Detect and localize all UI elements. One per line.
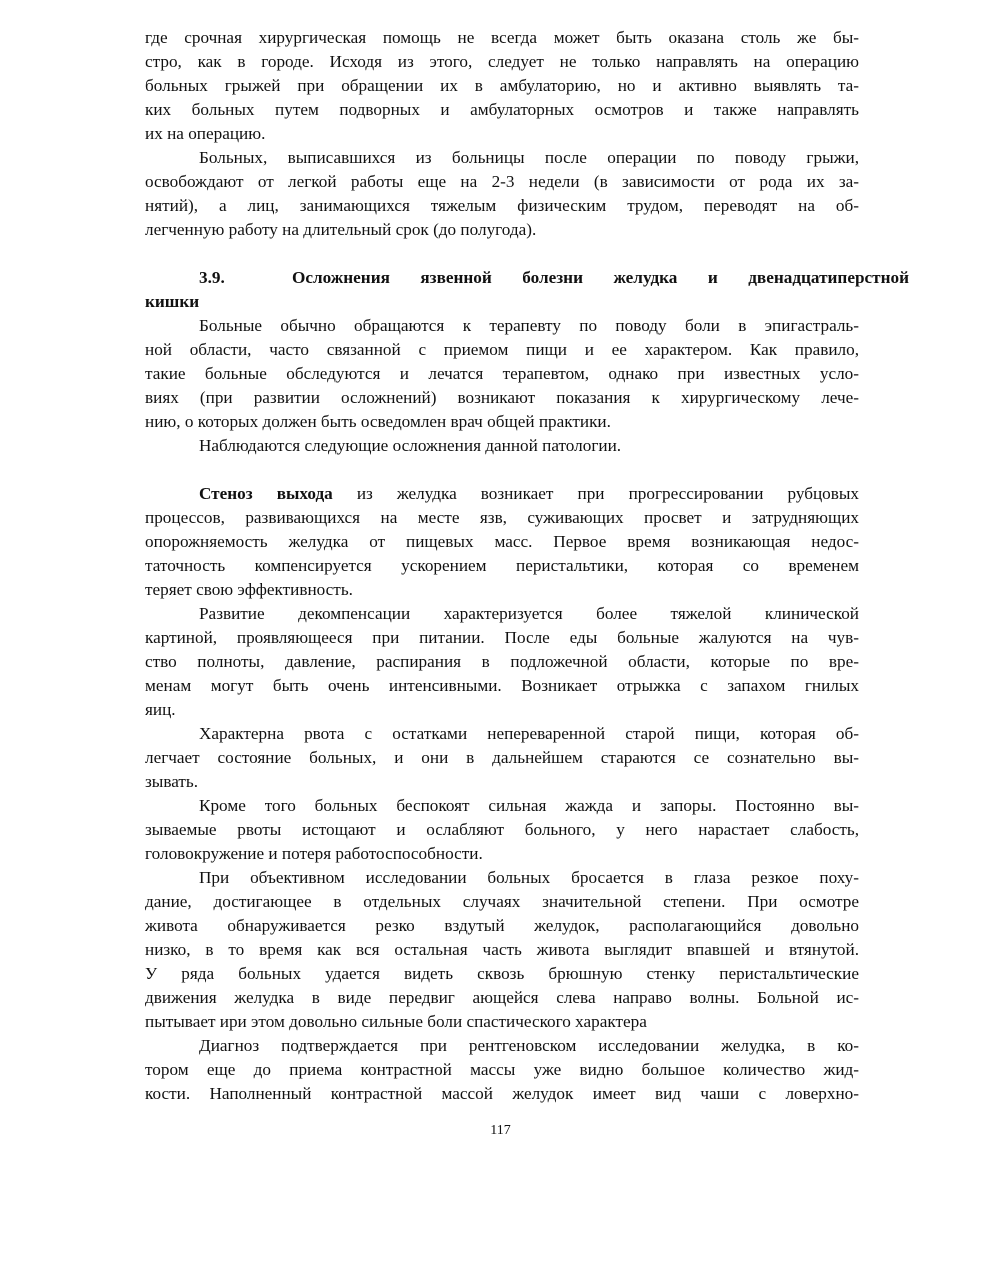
page-number: 117 <box>490 1123 511 1138</box>
text-line: такие больные обследуются и лечатся терапевтом, однако при известных усло- <box>145 364 859 383</box>
paragraph-discharge <box>145 146 859 242</box>
text-line: ство полноты, давление, распирания в подложечной области, которые по вре- <box>145 652 859 671</box>
section-heading <box>145 266 909 314</box>
text-line: стро, как в городе. Исходя из этого, следует не только направлять на операцию <box>145 52 859 71</box>
text-line: нию, о которых должен быть осведомлен врач общей практики. <box>145 412 611 431</box>
text-line <box>145 482 859 506</box>
text-line: яиц. <box>145 700 176 719</box>
text-line: Развитие декомпенсации характеризуется более тяжелой клинической <box>199 604 859 623</box>
text-line: ких больных путем подворных и амбулаторных осмотров и также направлять <box>145 100 859 119</box>
paragraph-vomiting <box>145 722 859 794</box>
section-title-line1: Осложнения язвенной болезни желудка и двенадцатиперстной <box>292 268 909 287</box>
section-title-line2: кишки <box>145 292 200 311</box>
text-line: дание, достигающее в отдельных случаях значительной степени. При осмотре <box>145 892 859 911</box>
text-line: У ряда больных удается видеть сквозь брюшную стенку перистальтические <box>145 964 859 983</box>
term-stenosis: Стеноз выхода <box>199 484 333 503</box>
text-line: легчает состояние больных, и они в дальнейшем стараются се сознательно вы- <box>145 748 859 767</box>
text-line: Характерна рвота с остатками непереваренной старой пищи, которая об- <box>199 724 859 743</box>
text-line: зывать. <box>145 772 199 791</box>
text-line: Больные обычно обращаются к терапевту по поводу боли в эпигастраль- <box>199 316 859 335</box>
paragraph-stenosis <box>145 482 859 602</box>
text-line: процессов, развивающихся на месте язв, суживающих просвет и затрудняющих <box>145 508 859 527</box>
text-line: ной области, часто связанной с приемом пищи и ее характером. Как правило, <box>145 340 859 359</box>
text-line: низко, в то время как вся остальная часть живота выглядит впавшей и втянутой. <box>145 940 859 959</box>
section-number: 3.9. <box>199 268 225 287</box>
text-line: освобождают от легкой работы еще на 2-3 недели (в зависимости от рода их за- <box>145 172 859 191</box>
text-line: живота обнаруживается резко вздутый желудок, располагающийся довольно <box>145 916 859 935</box>
paragraph-therapist <box>145 314 859 434</box>
text-line: менам могут быть очень интенсивными. Возникает отрыжка с запахом гнилых <box>145 676 859 695</box>
document-page <box>145 26 909 1106</box>
text-line: картиной, проявляющееся при питании. После еды больные жалуются на чув- <box>145 628 859 647</box>
text-line: движения желудка в виде передвиг ающейся слева направо волны. Больной ис- <box>145 988 859 1007</box>
paragraph-diagnosis <box>145 1034 859 1106</box>
text-line: пытывает ири этом довольно сильные боли спастического характера <box>145 1012 647 1031</box>
paragraph-examination <box>145 866 859 1034</box>
text-line: Кроме того больных беспокоят сильная жажда и запоры. Постоянно вы- <box>199 796 859 815</box>
text-line: где срочная хирургическая помощь не всегда может быть оказана столь же бы- <box>145 28 859 47</box>
text-line: теряет свою эффективность. <box>145 580 353 599</box>
text-line: тором еще до приема контрастной массы уже видно большое количество жид- <box>145 1060 859 1079</box>
text-line: кости. Наполненный контрастной массой желудок имеет вид чаши с ловерхно- <box>145 1084 859 1103</box>
text-line: Больных, выписавшихся из больницы после операции по поводу грыжи, <box>199 148 859 167</box>
text-line: больных грыжей при обращении их в амбулаторию, но и активно выявлять та- <box>145 76 859 95</box>
text-line: нятий), а лиц, занимающихся тяжелым физическим трудом, переводят на об- <box>145 196 859 215</box>
text-line: опорожняемость желудка от пищевых масс. Первое время возникающая недос- <box>145 532 859 551</box>
text-line: таточность компенсируется ускорением перистальтики, которая со временем <box>145 556 859 575</box>
paragraph-hernia-surgery <box>145 26 859 146</box>
paragraph-complications-intro <box>145 434 859 458</box>
text-line: Наблюдаются следующие осложнения данной патологии. <box>199 436 622 455</box>
text-line: их на операцию. <box>145 124 266 143</box>
text-line: зываемые рвоты истощают и ослабляют больного, у него нарастает слабость, <box>145 820 859 839</box>
text-line: виях (при развитии осложнений) возникают показания к хирургическому лече- <box>145 388 859 407</box>
text-line: Диагноз подтверждается при рентгеновском исследовании желудка, в ко- <box>199 1036 859 1055</box>
text-line: головокружение и потеря работоспособности. <box>145 844 483 863</box>
text-line: При объективном исследовании больных бросается в глаза резкое поху- <box>199 868 859 887</box>
paragraph-decompensation <box>145 602 859 722</box>
text-fragment: из желудка возникает при прогрессировании рубцовых <box>332 484 860 503</box>
text-line: легченную работу на длительный срок (до полугода). <box>145 220 537 239</box>
paragraph-thirst <box>145 794 859 866</box>
